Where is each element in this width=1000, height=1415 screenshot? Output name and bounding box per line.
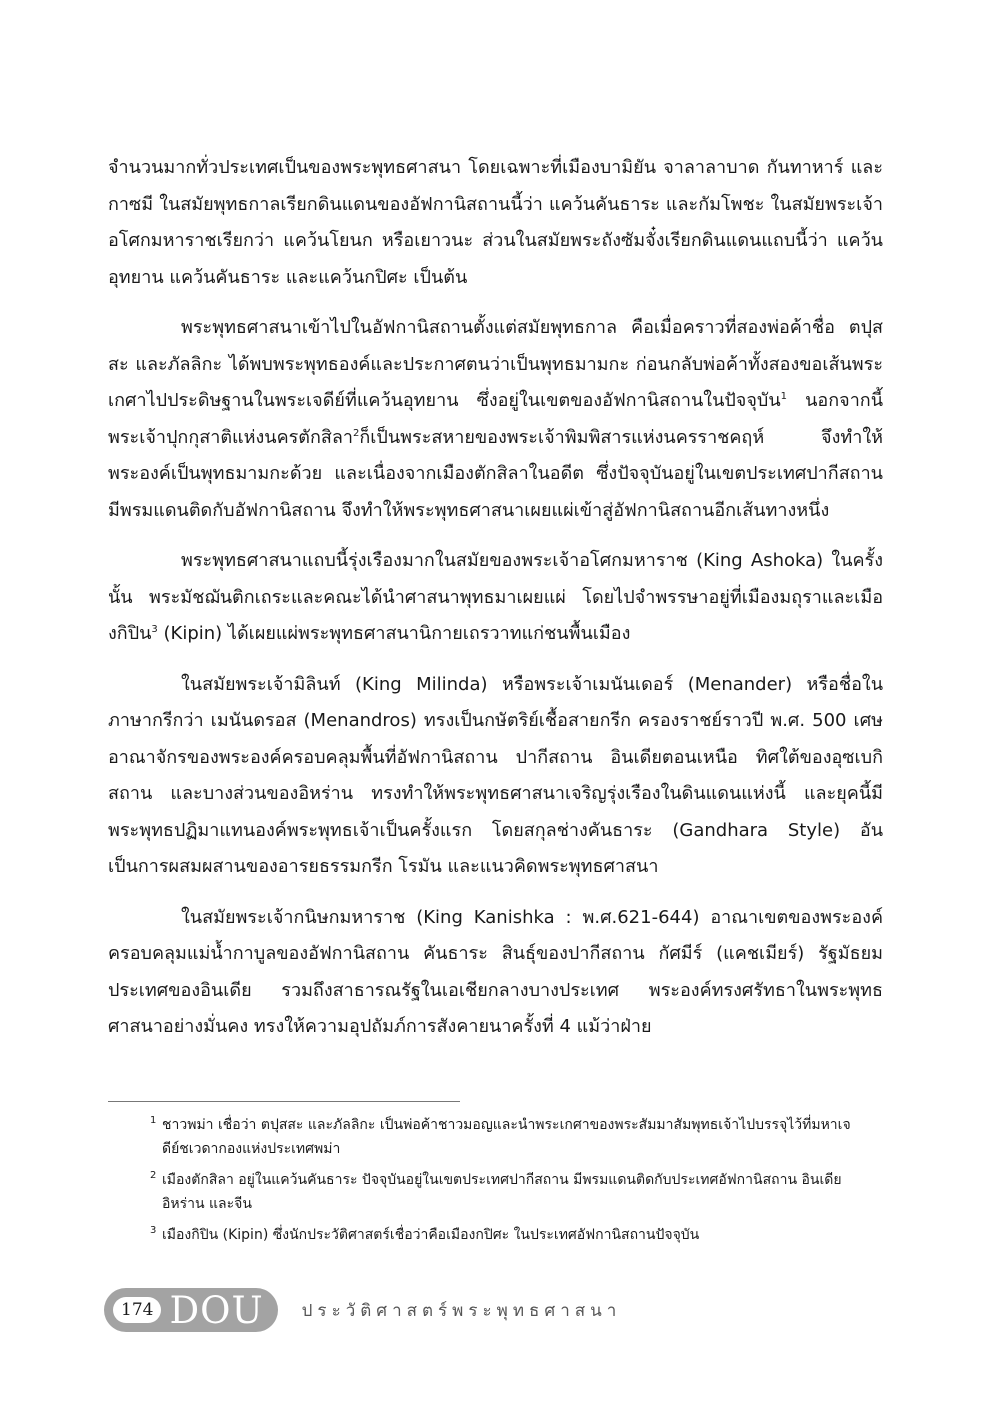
footnote-number: 2 [150,1170,157,1181]
page-footer [104,1287,621,1333]
footnote-number: 3 [150,1225,157,1236]
footnote-ref[interactable]: 1 [780,391,788,402]
footnote-number: 1 [150,1115,157,1126]
paragraph: จำนวนมากทั่วประเทศเป็นของพระพุทธศาสนา โดยเฉพาะที่เมืองบามิยัน จาลาลาบาด กันทาหาร์ และกาซมี ในสมัยพุทธกาลเรียกดินแดนของอัฟกานิสถานนี้ว่า แคว้นคันธาระ และกัมโพชะ ในสมัยพระเจ้าอโศกมหาราชเรียกว่า แคว้นโยนก หรือเยาวนะ ส่วนในสมัยพระถังซัมจั๋งเรียกดินแดนแถบนี้ว่า แคว้นอุทยาน แคว้นคันธาระ และแคว้นกปิศะ เป็นต้น [108,157,883,288]
footnote [150,1113,888,1161]
brand-logo: DOU [169,1288,264,1332]
paragraph [108,543,883,653]
paragraph [108,310,883,529]
footnotes [150,1113,888,1254]
paragraph-text: นอกจากนี้พระเจ้าปุกกุสาติแห่งนครตักสิลา [108,390,883,448]
paragraph-text: พระพุทธศาสนาเข้าไปในอัฟกานิสถานตั้งแต่สมัยพุทธกาล คือเมื่อคราวที่สองพ่อค้าชื่อ ตปุสสะ และภัลลิกะ ได้พบพระพุทธองค์และประกาศตนว่าเป็นพุทธมามกะ ก่อนกลับพ่อค้าทั้งสองขอเส้นพระเกศาไปประดิษฐานในพระเจดีย์ที่แคว้นอุทยาน ซึ่งอยู่ในเขตของอัฟกานิสถานในปัจจุบัน [108,317,883,411]
footnote-text: ชาวพม่า เชื่อว่า ตปุสสะ และภัลลิกะ เป็นพ่อค้าชาวมอญและนำพระเกศาของพระสัมมาสัมพุทธเจ้าไปบรรจุไว้ที่มหาเจดีย์ชเวดากองแห่งประเทศพม่า [162,1117,851,1157]
footnote-text: เมืองตักสิลา อยู่ในแคว้นคันธาระ ปัจจุบันอยู่ในเขตประเทศปากีสถาน มีพรมแดนติดกับประเทศอัฟกานิสถาน อินเดีย อิหร่าน และจีน [162,1172,842,1212]
paragraph-text: (Kipin) ได้เผยแผ่พระพุทธศาสนานิกายเถรวาทแก่ชนพื้นเมือง [157,623,631,644]
paragraph-text: พระพุทธศาสนาแถบนี้รุ่งเรืองมากในสมัยของพระเจ้าอโศกมหาราช (King Ashoka) ในครั้งนั้น พระมัชฌันติกเถระและคณะได้นำศาสนาพุทธมาเผยแผ่ โดยไปจำพรรษาอยู่ที่เมืองมถุราและเมืองกิปิน [108,550,883,644]
page-badge [104,1288,278,1332]
paragraph: ในสมัยพระเจ้ามิลินท์ (King Milinda) หรือพระเจ้าเมนันเดอร์ (Menander) หรือชื่อในภาษากรีกว่า เมนันดรอส (Menandros) ทรงเป็นกษัตริย์เชื้อสายกรีก ครองราชย์ราวปี พ.ศ. 500 เศษ อาณาจักรของพระองค์ครอบคลุมพื้นที่อัฟกานิสถาน ปากีสถาน อินเดียตอนเหนือ ทิศใต้ของอุซเบกิสถาน และบางส่วนของอิหร่าน ทรงทำให้พระพุทธศาสนาเจริญรุ่งเรืองในดินแดนแห่งนี้ และยุคนี้มีพระพุทธปฏิมาแทนองค์พระพุทธเจ้าเป็นครั้งแรก โดยสกุลช่างคันธาระ (Gandhara Style) อันเป็นการผสมผสานของอารยธรรมกรีก โรมัน และแนวคิดพระพุทธศาสนา [108,673,883,877]
footnote-divider [108,1101,460,1102]
footnote [150,1168,888,1216]
main-text [108,150,883,1060]
footnote-ref[interactable]: 2 [353,427,360,439]
footnote-text: เมืองกิปิน (Kipin) ซึ่งนักประวัติศาสตร์เชื่อว่าคือเมืองกปิศะ ในประเทศอัฟกานิสถานปัจจุบัน [162,1227,700,1243]
page-number: 174 [113,1297,161,1323]
paragraph-text: ก็เป็นพระสหายของพระเจ้าพิมพิสารแห่งนครราชคฤห์ จึงทำให้พระองค์เป็นพุทธมามกะด้วย และเนื่องจากเมืองตักสิลาในอดีต ซึ่งปัจจุบันอยู่ในเขตประเทศปากีสถาน มีพรมแดนติดกับอัฟกานิสถาน จึงทำให้พระพุทธศาสนาเผยแผ่เข้าสู่อัฟกานิสถานอีกเส้นทางหนึ่ง [108,426,883,521]
paragraph: ในสมัยพระเจ้ากนิษกมหาราช (King Kanishka : พ.ศ.621-644) อาณาเขตของพระองค์ครอบคลุมแม่น้ำกาบูลของอัฟกานิสถาน คันธาระ สินธุ์ของปากีสถาน กัศมีร์ (แคชเมียร์) รัฐมัธยมประเทศของอินเดีย รวมถึงสาธารณรัฐในเอเชียกลางบางประเทศ พระองค์ทรงศรัทธาในพระพุทธศาสนาอย่างมั่นคง ทรงให้ความอุปถัมภ์การสังคายนาครั้งที่ 4 แม้ว่าฝ่าย [108,906,883,1037]
footnote [150,1223,888,1247]
running-title: ประวัติศาสตร์พระพุทธศาสนา [301,1300,622,1321]
footnote-ref[interactable]: 3 [151,624,158,635]
